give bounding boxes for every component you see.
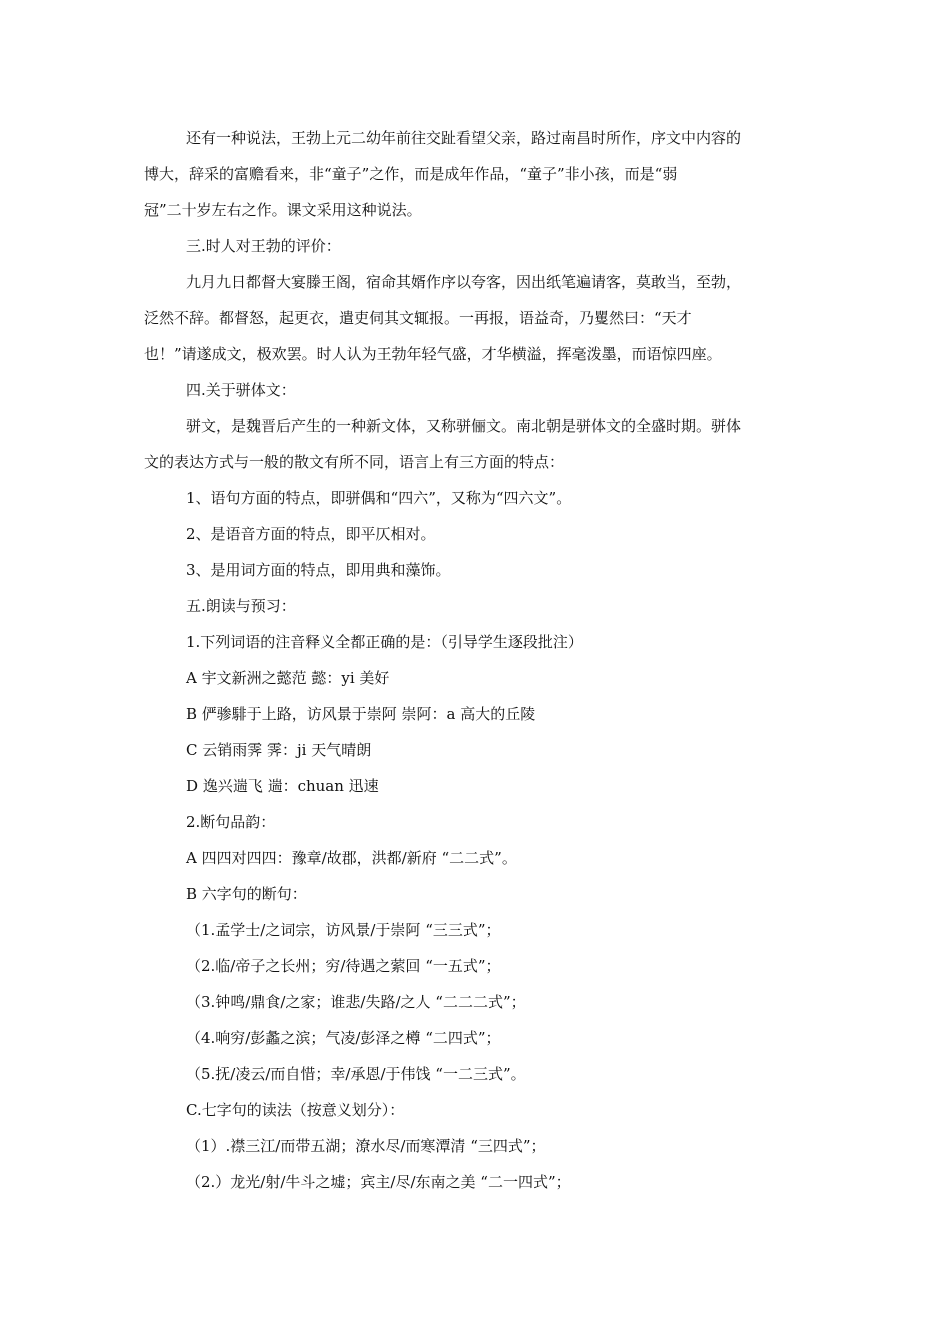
subsection-b: B 六字句的断句： — [186, 885, 307, 903]
sentence-item-b1: （1.孟学士/之词宗，访风景/于崇阿 “三三式”； — [186, 921, 501, 939]
option-b: B 俨骖騑于上路，访风景于崇阿 崇阿：a 高大的丘陵 — [186, 705, 536, 723]
paragraph-line-5: 九月九日都督大宴滕王阁，宿命其婿作序以夸客，因出纸笔遍请客，莫敢当，至勃， — [186, 273, 742, 291]
paragraph-line-9: 骈文，是魏晋后产生的一种新文体，又称骈俪文。南北朝是骈体文的全盛时期。骈体 — [186, 417, 742, 435]
sentence-item-b5: （5.抚/凌云/而自惜；幸/承恩/于伟饯 “一二三式”。 — [186, 1065, 526, 1083]
sentence-item-b3: （3.钟鸣/鼎食/之家；谁悲/失路/之人 “二二二式”； — [186, 993, 526, 1011]
list-item-3: 3、是用词方面的特点，即用典和藻饰。 — [186, 561, 451, 579]
subsection-c: C.七字句的读法（按意义划分）： — [186, 1101, 405, 1119]
sentence-item-c1: （1）.襟三江/而带五湖；潦水尽/而寒潭清 “三四式”； — [186, 1137, 546, 1155]
sentence-item-c2: （2.）龙光/射/牛斗之墟；宾主/尽/东南之美 “二一四式”； — [186, 1173, 571, 1191]
document-body — [144, 120, 808, 1200]
paragraph-line-10: 文的表达方式与一般的散文有所不同，语言上有三方面的特点： — [144, 453, 565, 471]
paragraph-line-1: 还有一种说法，王勃上元二幼年前往交趾看望父亲，路过南昌时所作，序文中内容的 — [186, 129, 742, 147]
section-heading-4: 四.关于骈体文： — [186, 381, 296, 399]
list-item-2: 2、是语音方面的特点，即平仄相对。 — [186, 525, 436, 543]
paragraph-line-3: 冠”二十岁左右之作。课文采用这种说法。 — [144, 201, 422, 219]
section-heading-5: 五.朗读与预习： — [186, 597, 296, 615]
sentence-item-b2: （2.临/帝子之长州；穷/待遇之萦回 “一五式”； — [186, 957, 501, 975]
option-a: A 宇文新洲之懿范 懿：yi 美好 — [186, 669, 390, 687]
option-d: D 逸兴遄飞 遄：chuan 迅速 — [186, 777, 379, 795]
section-heading-3: 三.时人对王勃的评价： — [186, 237, 341, 255]
sentence-item-b4: （4.响穷/彭蠡之滨；气凌/彭泽之樽 “二四式”； — [186, 1029, 501, 1047]
paragraph-line-2: 博大，辞采的富赡看来，非“童子”之作，而是成年作品，“童子”非小孩，而是“弱 — [144, 165, 678, 183]
paragraph-line-7: 也！”请遂成文，极欢罢。时人认为王勃年轻气盛，才华横溢，挥毫泼墨，而语惊四座。 — [144, 345, 722, 363]
option-c: C 云销雨霁 霁：ji 天气晴朗 — [186, 741, 372, 759]
subsection-a: A 四四对四四：豫章/故郡，洪都/新府 “二二式”。 — [186, 849, 517, 867]
question-2: 2.断句品韵： — [186, 813, 276, 831]
list-item-1: 1、语句方面的特点，即骈偶和“四六”，又称为“四六文”。 — [186, 489, 572, 507]
paragraph-line-6: 泛然不辞。都督怒，起更衣，遣吏伺其文辄报。一再报，语益奇，乃矍然曰：“天才 — [144, 309, 692, 327]
question-1: 1.下列词语的注音释义全都正确的是：（引导学生逐段批注） — [186, 633, 583, 651]
